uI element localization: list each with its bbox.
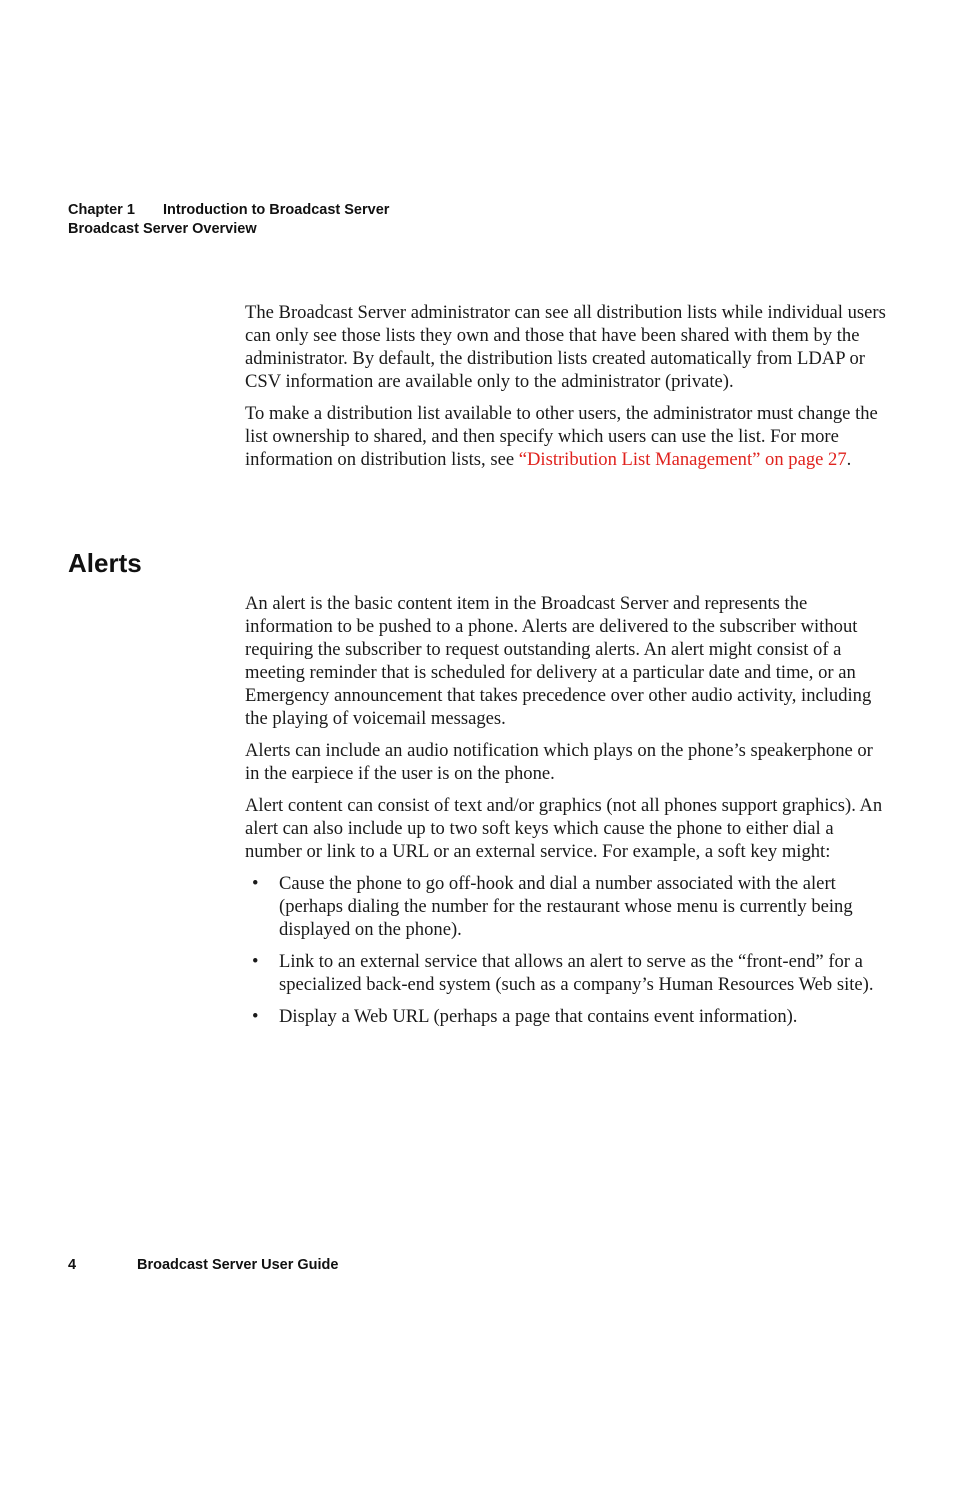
paragraph: The Broadcast Server administrator can see all distribution lists while individual users can only see those lists they own and those that have been shared with them by the administrator. By default, the distribution lists created automatically from LDAP or CSV information are available only to the administrator (private). xyxy=(245,302,886,392)
intro-text xyxy=(245,301,890,480)
paragraph: Alert content can consist of text and/or graphics (not all phones support graphics). An alert can also include up to two soft keys which cause the phone to either dial a number or link to a URL or an external service. For example, a soft key might: xyxy=(245,795,883,862)
list-item xyxy=(245,872,890,941)
running-header xyxy=(68,201,389,239)
paragraph: An alert is the basic content item in the Broadcast Server and represents the information to be pushed to a phone. Alerts are delivered to the subscriber without requiring the subscriber to request outstanding alerts. An alert might consist of a meeting reminder that is scheduled for delivery at a particular date and time, or an Emergency announcement that takes precedence over other audio activity, including the playing of voicemail messages. xyxy=(245,593,872,729)
alerts-text xyxy=(245,592,890,1037)
soft-key-examples-list xyxy=(245,872,890,1028)
chapter-line xyxy=(68,201,389,220)
cross-reference-link[interactable]: “Distribution List Management” on page 27 xyxy=(518,449,847,470)
paragraph xyxy=(245,402,890,471)
list-item-text: Cause the phone to go off-hook and dial a number associated with the alert (perhaps dialing the number for the restaurant whose menu is currently being displayed on the phone). xyxy=(279,873,853,940)
section-heading-alerts: Alerts xyxy=(68,548,142,578)
bullet-icon: • xyxy=(252,951,259,972)
guide-title: Broadcast Server User Guide xyxy=(137,1257,339,1273)
list-item xyxy=(245,1005,890,1028)
paragraph-text: To make a distribution list available to other users, the administrator must change the list ownership to shared, and then specify which users can use the list. For more information on distribution lists, see xyxy=(245,403,878,470)
list-item xyxy=(245,950,890,996)
list-item-text: Link to an external service that allows an alert to serve as the “front-end” for a specialized back-end system (such as a company’s Human Resources Web site). xyxy=(279,951,874,995)
bullet-icon: • xyxy=(252,873,259,894)
chapter-label: Chapter 1 xyxy=(68,202,135,218)
paragraph: Alerts can include an audio notification which plays on the phone’s speakerphone or in the earpiece if the user is on the phone. xyxy=(245,740,873,784)
page-footer xyxy=(68,1256,338,1275)
bullet-icon: • xyxy=(252,1006,259,1027)
list-item-text: Display a Web URL (perhaps a page that contains event information). xyxy=(279,1006,798,1027)
paragraph-text: . xyxy=(846,449,852,470)
page-number: 4 xyxy=(68,1257,77,1273)
section-title: Broadcast Server Overview xyxy=(68,221,257,237)
chapter-title: Introduction to Broadcast Server xyxy=(163,202,390,218)
